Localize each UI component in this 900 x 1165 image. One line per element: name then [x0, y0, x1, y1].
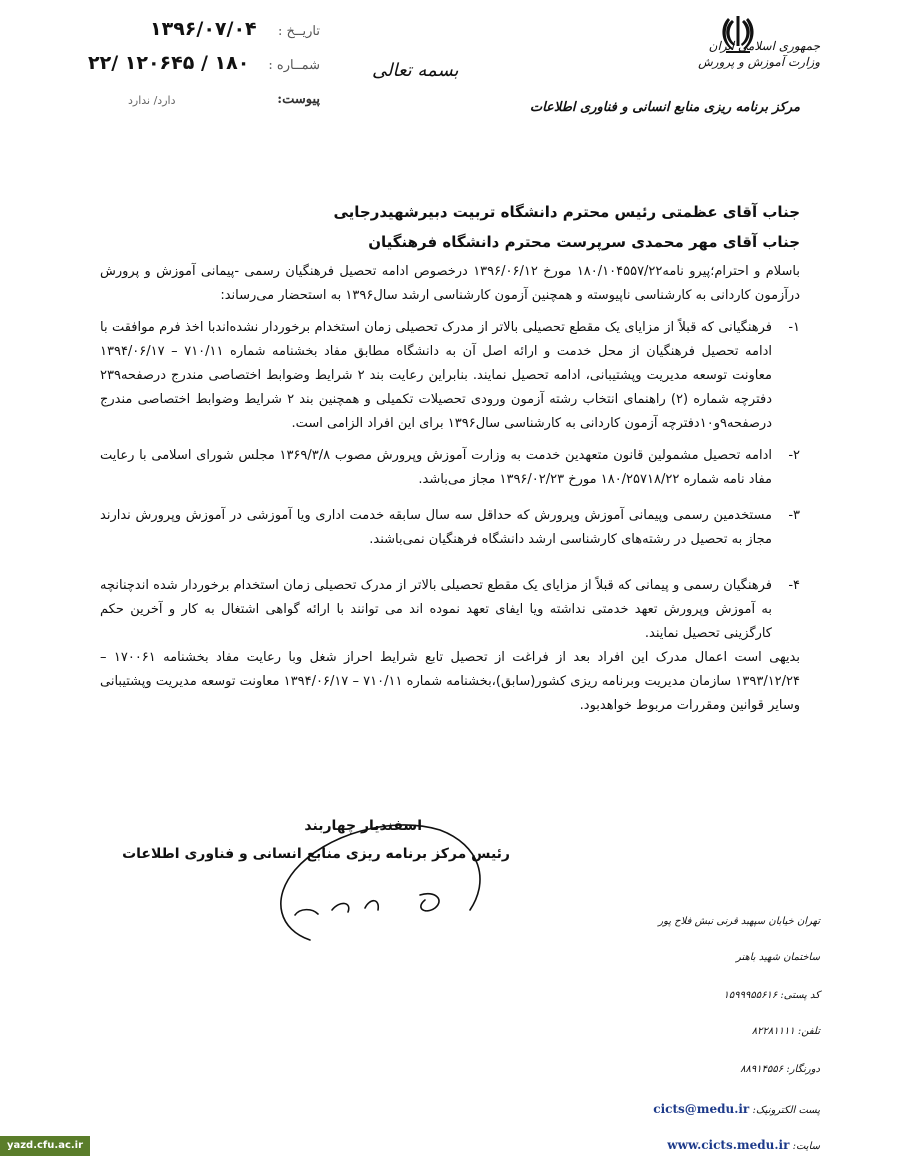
- addressee-2: جناب آقای مهر محمدی سرپرست محترم دانشگاه فرهنگیان: [368, 233, 800, 251]
- handwritten-signature: [240, 790, 540, 950]
- list-item: [100, 316, 800, 436]
- footer-phone: تلفن: ۸۲۲۸۱۱۱۱: [751, 1026, 820, 1037]
- number-row: [60, 52, 320, 86]
- date-row: [60, 18, 320, 52]
- ministry-line1: جمهوری اسلامی ایران: [708, 39, 820, 53]
- item-number: ۴-: [788, 578, 800, 593]
- item-text: ادامه تحصیل مشمولین قانون متعهدین خدمت به وزارت آموزش وپرورش مصوب ۱۳۶۹/۳/۸ مجلس شورای اسلامی با رعایت مفاد نامه شماره ۱۸۰/۲۵۷۱۸/۲۲ مورخ ۱۳۹۶/۰۲/۲۳ مجاز می‌باشد.: [100, 448, 772, 487]
- site-link[interactable]: www.cicts.medu.ir: [667, 1138, 790, 1152]
- item-text: فرهنگیان رسمی و پیمانی که قبلاً از مزایای یک مقطع تحصیلی بالاتر از مدرک تحصیلی زمان استخدام برخوردار شده اندچنانچه به آموزش وپرورش تعهد خدمتی نداشته ویا ایفای تعهد نموده اند می توانند با ارائه گواهی اشتغال به کار و آخرین حکم کارگزینی تحصیل نمایند.: [100, 578, 772, 641]
- letter-meta: [60, 18, 320, 120]
- list-item: [100, 504, 800, 552]
- signer-title: رئیس مرکز برنامه ریزی منابع انسانی و فناوری اطلاعات: [122, 846, 510, 862]
- list-item: [100, 444, 800, 492]
- footer-site-row: [620, 1138, 820, 1152]
- footer-email-row: [620, 1102, 820, 1116]
- list-item: [100, 574, 800, 646]
- item-number: ۲-: [788, 448, 800, 463]
- footer-address2: ساختمان شهید باهنر: [735, 952, 820, 963]
- ministry-header: [670, 38, 820, 70]
- attachment-row: [60, 86, 320, 120]
- footer-postal: کد پستی: ۱۵۹۹۹۵۵۶۱۶: [723, 990, 820, 1001]
- ministry-line2: وزارت آموزش و پرورش: [698, 55, 820, 69]
- attachment-value: دارد/ ندارد: [128, 94, 176, 107]
- basmala: بسمه تعالی: [372, 60, 459, 81]
- letter-body: [100, 260, 800, 718]
- item-number: ۱-: [788, 320, 800, 335]
- item-text: فرهنگیانی که قبلاً از مزایای یک مقطع تحصیلی بالاتر از مدرک تحصیلی زمان استخدام برخوردار نشده‌اندبا اخذ فرم موافقت با ادامه تحصیل فرهنگیان از محل خدمت و ارائه اصل آن به دانشگاه مطابق مفاد بخشنامه شماره ۷۱۰/۱۱ – ۱۳۹۴/۰۶/۱۷ معاونت توسعه مدیریت وپشتیبانی، ادامه تحصیل نمایند. بنابراین رعایت بند ۲ شرایط وضوابط اختصاصی مندرج درصفحه۲۳۹ دفترچه شماره (۲) راهنمای انتخاب رشته آزمون ورودی تحصیلات تکمیلی و همچنین بند ۲ شرایط وضوابط اختصاصی مندرج درصفحه۹و۱۰دفترچه آزمون کاردانی به کارشناسی سال۱۳۹۶ برای این افراد الزامی است.: [100, 320, 773, 431]
- email-link[interactable]: cicts@medu.ir: [653, 1102, 750, 1116]
- source-tag[interactable]: yazd.cfu.ac.ir: [0, 1136, 90, 1156]
- addressee-1: جناب آقای عظمتی رئیس محترم دانشگاه تربیت دبیرشهیدرجایی: [333, 203, 800, 221]
- site-label: سایت:: [792, 1141, 820, 1152]
- footer-address1: تهران خیابان سپهبد قرنی نبش فلاح پور: [658, 916, 820, 927]
- item-number: ۳-: [788, 508, 800, 523]
- email-label: پست الکترونیک:: [752, 1105, 820, 1116]
- footer-fax: دورنگار: ۸۸۹۱۴۵۵۶: [740, 1064, 820, 1075]
- date-value: ۱۳۹۶/۰۷/۰۴: [150, 18, 257, 40]
- item-text: مستخدمین رسمی وپیمانی آموزش وپرورش که حداقل سه سال سابقه خدمت اداری ویا آموزشی در آموزش وپرورش ندارند مجاز به تحصیل در رشته‌های کارشناسی ارشد دانشگاه فرهنگیان نمی‌باشند.: [100, 508, 772, 547]
- signer-name: اسفندیار چهاربند: [304, 818, 422, 834]
- center-name: مرکز برنامه ریزی منابع انسانی و فناوری اطلاعات: [529, 100, 800, 115]
- number-label: شمــاره :: [268, 58, 320, 73]
- date-label: تاریــخ :: [278, 24, 320, 39]
- intro-paragraph: باسلام و احترام؛پیرو نامه۱۸۰/۱۰۴۵۵۷/۲۲ مورخ ۱۳۹۶/۰۶/۱۲ درخصوص ادامه تحصیل فرهنگیان رسمی -پیمانی آموزش و پرورش درآزمون کاردانی به کارشناسی ناپیوسته و همچنین آزمون کارشناسی ارشد سال۱۳۹۶ به استحضار می‌رساند:: [100, 264, 800, 303]
- number-value: ۱۸۰ / ۱۲۰۶۴۵ /۲۲: [88, 52, 250, 74]
- closing-paragraph: بدیهی است اعمال مدرک این افراد بعد از فراغت از تحصیل تابع شرایط احراز شغل وبا رعایت مفاد بخشنامه ۱۷۰۰۶۱ – ۱۳۹۳/۱۲/۲۴ سازمان مدیریت وبرنامه ریزی کشور(سابق)،بخشنامه شماره ۷۱۰/۱۱ – ۱۳۹۴/۰۶/۱۷ معاونت توسعه مدیریت وپشتیبانی وسایر قوانین ومقررات مربوط خواهدبود.: [100, 650, 801, 713]
- attachment-label: پیوست:: [277, 92, 320, 107]
